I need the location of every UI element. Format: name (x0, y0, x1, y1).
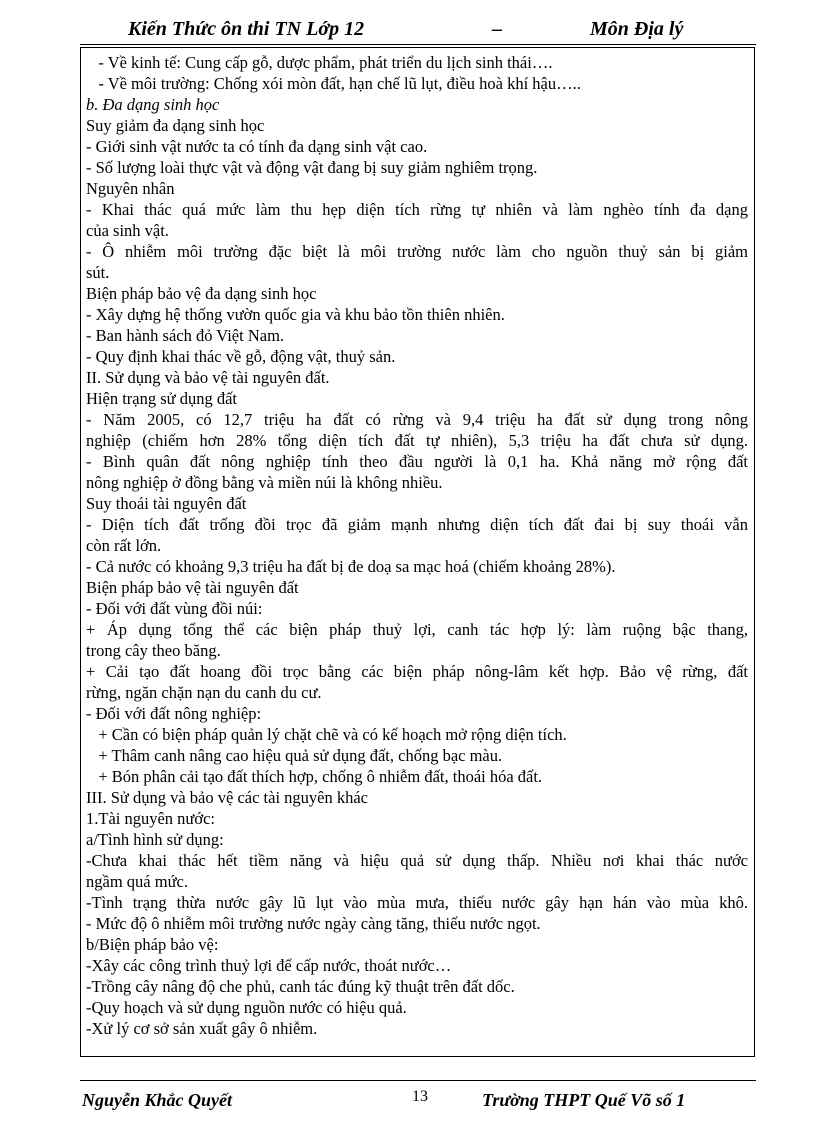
text-line: -Trồng cây nâng độ che phủ, canh tác đúng kỹ thuật trên đất dốc. (86, 977, 515, 996)
text-line: nông nghiệp ở đồng bằng và miền núi là không nhiều. (86, 473, 443, 492)
text-line: ngầm quá mức. (86, 872, 188, 891)
text-line: + Cần có biện pháp quản lý chặt chẽ và có kế hoạch mở rộng diện tích. (86, 725, 567, 744)
header-rule (80, 44, 756, 45)
header-separator: – (492, 18, 502, 40)
text-line: - Quy định khai thác về gỗ, động vật, thuỷ sản. (86, 347, 396, 366)
text-line: - Về kinh tế: Cung cấp gỗ, dược phẩm, phát triển du lịch sinh thái…. (86, 53, 553, 72)
text-line: - Ban hành sách đỏ Việt Nam. (86, 326, 285, 345)
text-line: + Bón phân cải tạo đất thích hợp, chống ô nhiễm đất, thoái hóa đất. (86, 767, 543, 786)
text-line: + Cải tạo đất hoang đồi trọc bằng các biện pháp nông-lâm kết hợp. Bảo vệ rừng, đất (86, 662, 748, 681)
text-line: - Đối với đất vùng đồi núi: (86, 599, 263, 618)
text-line: của sinh vật. (86, 221, 169, 240)
text-line: - Số lượng loài thực vật và động vật đang bị suy giảm nghiêm trọng. (86, 158, 538, 177)
header-subject: Môn Địa lý (590, 18, 684, 40)
text-line: -Xây các công trình thuỷ lợi để cấp nước, thoát nước… (86, 956, 452, 975)
text-line: - Đối với đất nông nghiệp: (86, 704, 262, 723)
text-line: - Xây dựng hệ thống vườn quốc gia và khu bảo tồn thiên nhiên. (86, 305, 505, 324)
text-line: -Quy hoạch và sử dụng nguồn nước có hiệu quả. (86, 998, 407, 1017)
text-line: còn rất lớn. (86, 536, 162, 555)
text-line: - Khai thác quá mức làm thu hẹp diện tích rừng tự nhiên và làm nghèo tính đa dạng (86, 200, 748, 219)
text-line: + Áp dụng tổng thể các biện pháp thuỷ lợi, canh tác hợp lý: làm ruộng bậc thang, (86, 620, 748, 639)
section-heading: III. Sử dụng và bảo vệ các tài nguyên khác (86, 788, 369, 807)
text-line: - Cả nước có khoảng 9,3 triệu ha đất bị đe doạ sa mạc hoá (chiếm khoảng 28%). (86, 557, 616, 576)
page-header (128, 18, 728, 44)
text-line: - Bình quân đất nông nghiệp tính theo đầu người là 0,1 ha. Khả năng mở rộng đất (86, 452, 748, 471)
footer-school: Trường THPT Quế Võ số 1 (482, 1090, 686, 1110)
text-line: trong cây theo băng. (86, 641, 221, 660)
page-footer (82, 1088, 762, 1112)
section-heading: II. Sử dụng và bảo vệ tài nguyên đất. (86, 368, 330, 387)
subheading: Biện pháp bảo vệ đa dạng sinh học (86, 284, 317, 303)
text-line: -Tình trạng thừa nước gây lũ lụt vào mùa mưa, thiếu nước gây hạn hán vào mùa khô. (86, 893, 748, 912)
subheading: 1.Tài nguyên nước: (86, 809, 216, 828)
text-line: -Chưa khai thác hết tiềm năng và hiệu quả sử dụng thấp. Nhiều nơi khai thác nước (86, 851, 748, 870)
footer-rule (80, 1080, 756, 1081)
subheading: Biện pháp bảo vệ tài nguyên đất (86, 578, 299, 597)
text-line: sút. (86, 263, 110, 282)
text-line: - Mức độ ô nhiễm môi trường nước ngày càng tăng, thiếu nước ngọt. (86, 914, 541, 933)
text-line: - Giới sinh vật nước ta có tính đa dạng sinh vật cao. (86, 137, 428, 156)
subheading: Suy thoái tài nguyên đất (86, 494, 247, 513)
text-line: - Về môi trường: Chống xói mòn đất, hạn chế lũ lụt, điều hoà khí hậu….. (86, 74, 581, 93)
text-line: + Thâm canh nâng cao hiệu quả sử dụng đất, chống bạc màu. (86, 746, 503, 765)
text-line: - Năm 2005, có 12,7 triệu ha đất có rừng và 9,4 triệu ha đất sử dụng trong nông (86, 410, 748, 429)
subheading: Nguyên nhân (86, 179, 175, 198)
text-line: - Diện tích đất trống đồi trọc đã giảm mạnh nhưng diện tích đất đai bị suy thoái vẫn (86, 515, 748, 534)
section-heading: b. Đa dạng sinh học (86, 95, 220, 114)
footer-author: Nguyễn Khắc Quyết (82, 1090, 232, 1110)
subheading: a/Tình hình sử dụng: (86, 830, 224, 849)
document-body (86, 52, 748, 1039)
page-number: 13 (412, 1088, 428, 1105)
text-line: - Ô nhiễm môi trường đặc biệt là môi trường nước làm cho nguồn thuỷ sản bị giảm (86, 242, 748, 261)
text-line: nghiệp (chiếm hơn 28% tổng diện tích đất tự nhiên), 5,3 triệu ha đất chưa sử dụng. (86, 431, 748, 450)
text-line: rừng, ngăn chặn nạn du canh du cư. (86, 683, 322, 702)
subheading: b/Biện pháp bảo vệ: (86, 935, 219, 954)
header-course-title: Kiến Thức ôn thi TN Lớp 12 (128, 18, 365, 40)
subheading: Suy giảm đa dạng sinh học (86, 116, 265, 135)
text-line: -Xử lý cơ sở sản xuất gây ô nhiễm. (86, 1019, 318, 1038)
subheading: Hiện trạng sử dụng đất (86, 389, 237, 408)
